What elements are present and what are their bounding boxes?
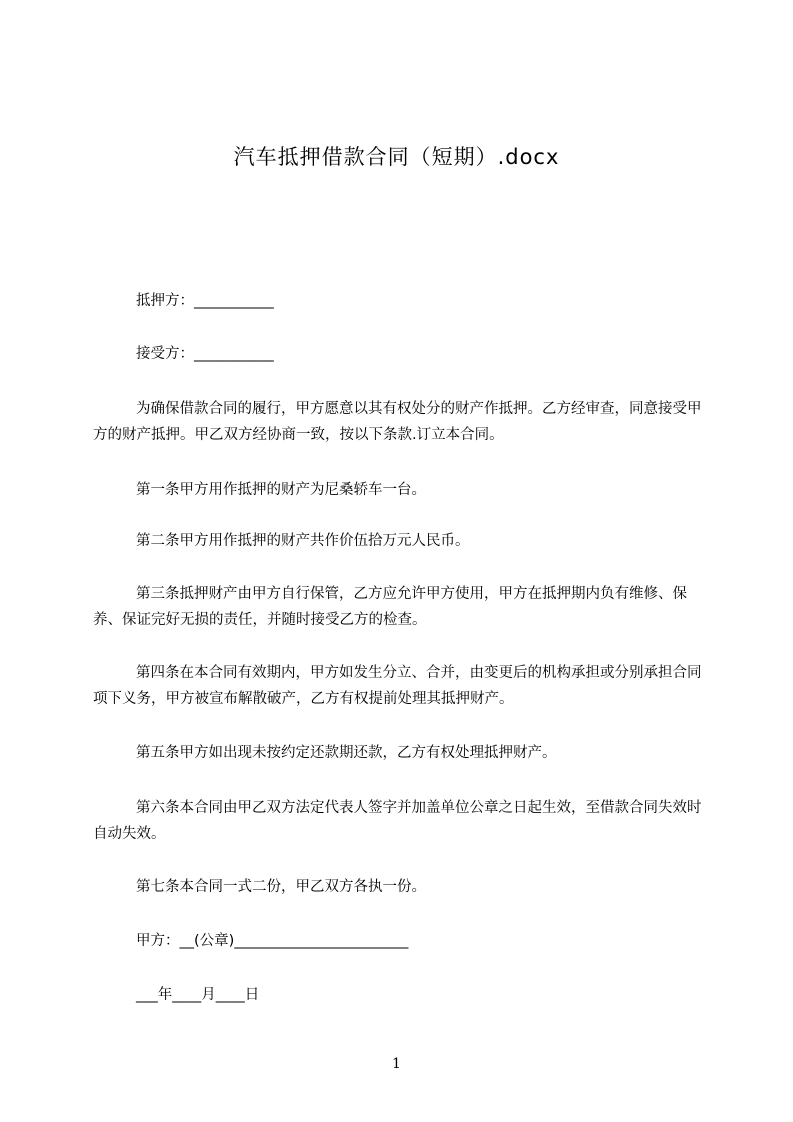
date-line: ___年____月____日: [136, 987, 260, 1003]
article-4: 第四条在本合同有效期内，甲方如发生分立、合并，由变更后的机构承担或分别承担合同项下义务，甲方被宣布解散破产，乙方有权提前处理其抵押财产。: [93, 665, 702, 707]
document-title: 汽车抵押借款合同（短期）.docx: [233, 145, 560, 169]
signature-line: 甲方：__(公章)________________________: [136, 933, 409, 949]
preamble-paragraph: 为确保借款合同的履行，甲方愿意以其有权处分的财产作抵押。乙方经审查，同意接受甲方的财产抵押。甲乙双方经协商一致，按以下条款.订立本合同。: [93, 401, 702, 443]
article-5: 第五条甲方如出现未按约定还款期还款，乙方有权处理抵押财产。: [136, 745, 557, 761]
article-2: 第二条甲方用作抵押的财产共作价伍拾万元人民币。: [136, 533, 470, 549]
article-7: 第七条本合同一式二份，甲乙双方各执一份。: [136, 879, 426, 895]
page-number: 1: [392, 1056, 401, 1072]
article-1: 第一条甲方用作抵押的财产为尼桑轿车一台。: [136, 482, 426, 498]
mortgagor-field: 抵押方：___________: [136, 293, 274, 309]
mortgagee-field: 接受方：___________: [136, 346, 274, 362]
article-3: 第三条抵押财产由甲方自行保管，乙方应允许甲方使用，甲方在抵押期内负有维修、保养、保证完好无损的责任，并随时接受乙方的检查。: [93, 586, 687, 628]
article-6: 第六条本合同由甲乙双方法定代表人签字并加盖单位公章之日起生效，至借款合同失效时自动失效。: [93, 800, 702, 842]
